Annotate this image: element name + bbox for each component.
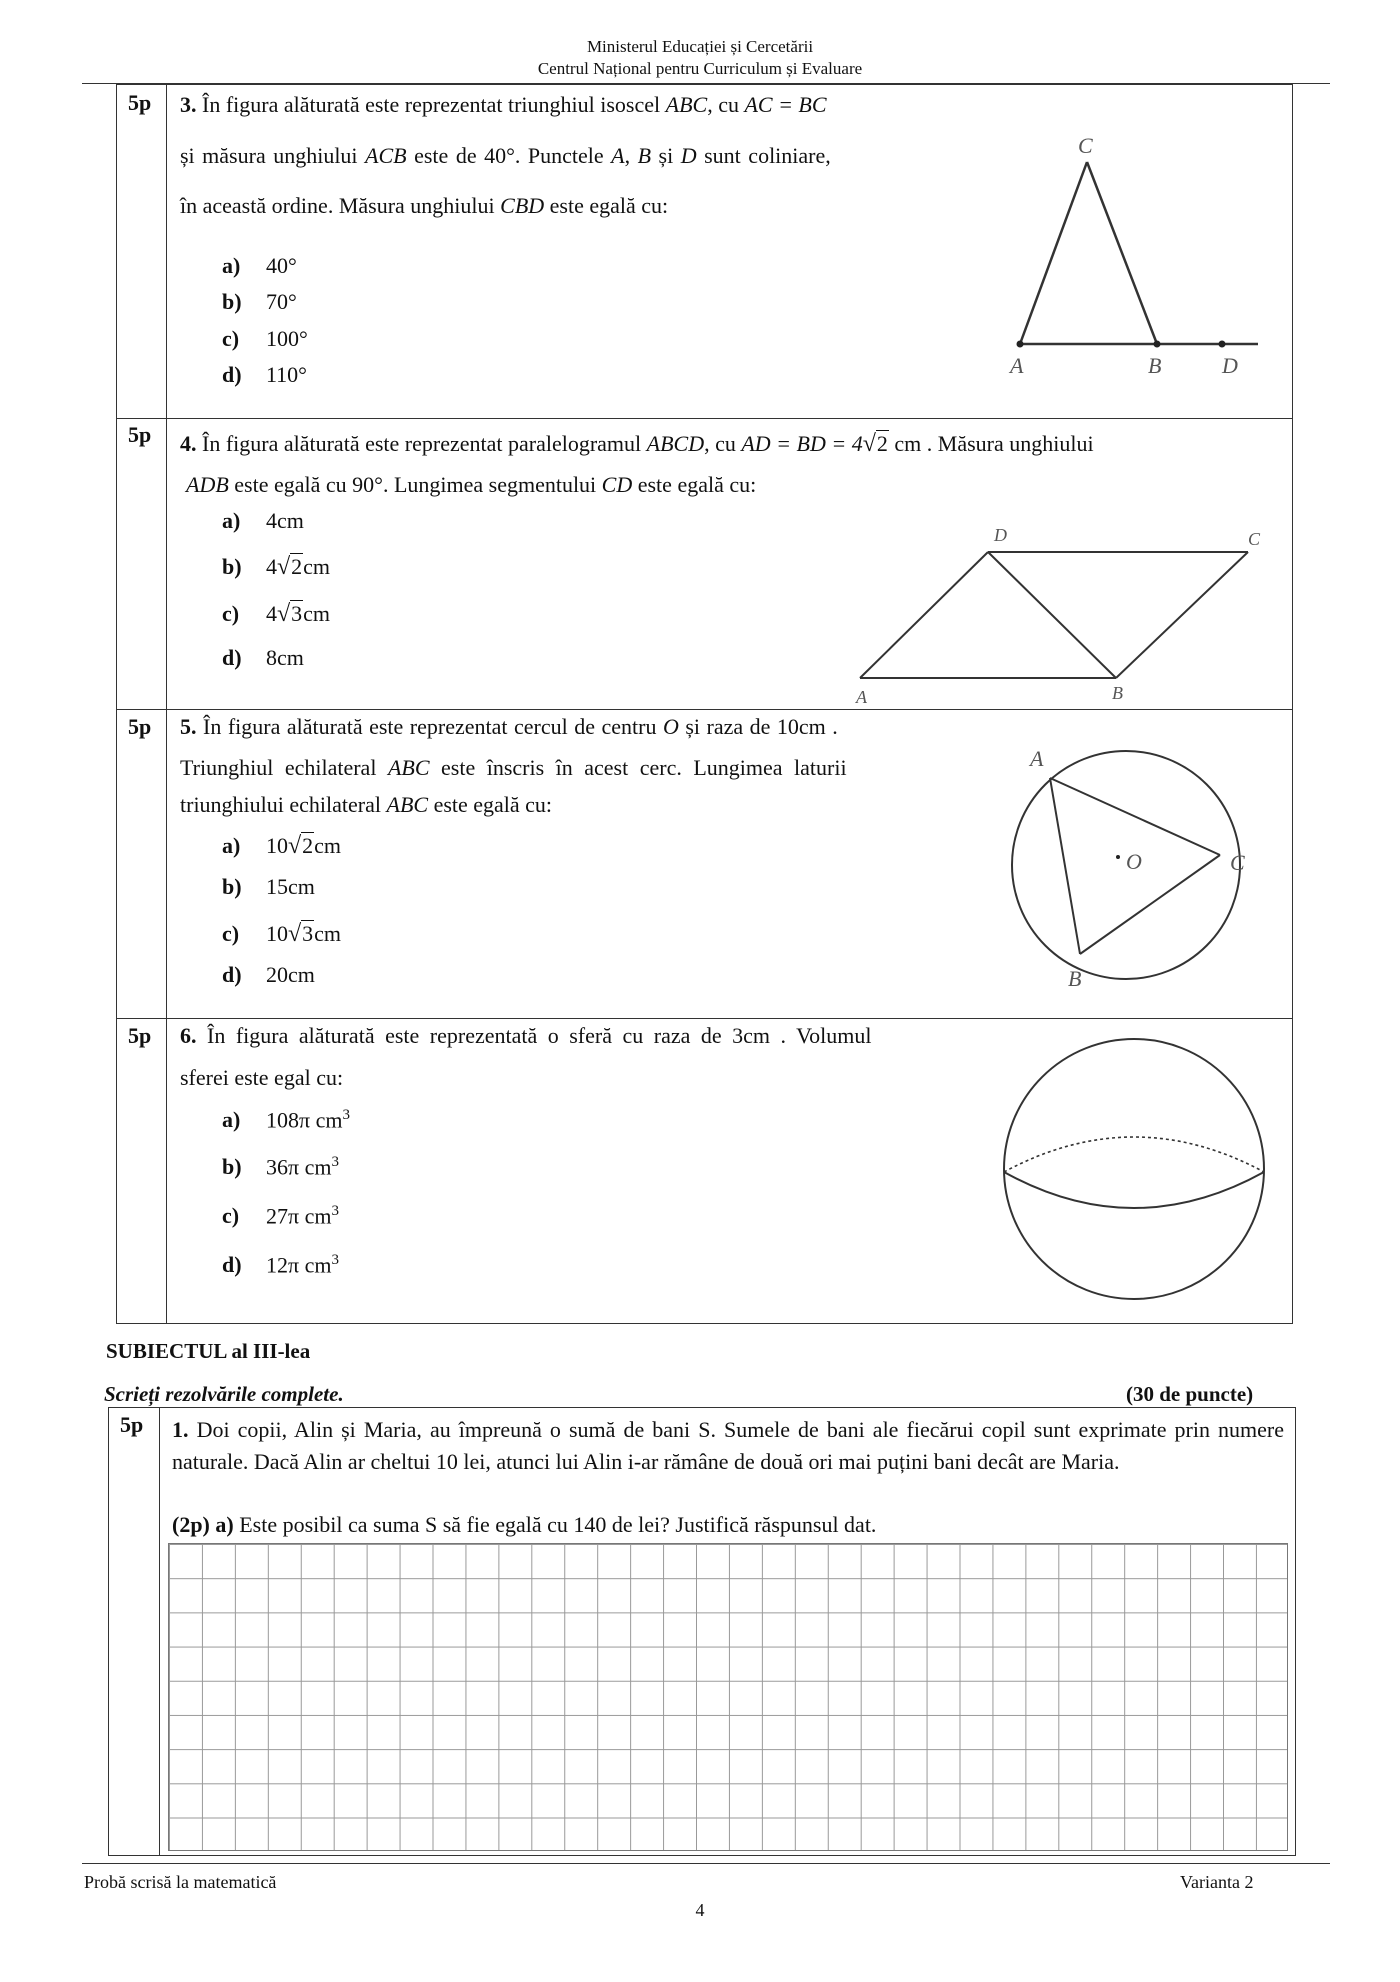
math: AC = BC: [744, 92, 827, 117]
vertex-label-A: A: [1030, 746, 1044, 771]
math: ADB: [186, 472, 229, 497]
item-3-text-line2: și măsura unghiului ACB este de 40°. Punctele A, B și D sunt coliniare,: [180, 143, 831, 168]
item-points: 5p: [128, 422, 152, 447]
math: ABC: [665, 92, 708, 117]
item-4-text-line1: 4. În figura alăturată este reprezentat paralelogramul ABCD, cu AD = BD = 4√2 cm . Măsura unghiului: [180, 431, 1094, 457]
inscribed-triangle-figure: [1000, 740, 1270, 1010]
text: , cu: [704, 431, 736, 456]
text: este de 40°. Punctele: [414, 143, 604, 168]
math: ACB: [365, 143, 407, 168]
item-points: 5p: [128, 90, 152, 115]
vertex-label-B: B: [1068, 966, 1082, 991]
option-c: c) 27π $cm^3$: [222, 1203, 339, 1229]
math: ABC: [386, 792, 429, 817]
section-instruction: Scrieți rezolvările complete.: [104, 1382, 344, 1406]
item-number: 4.: [180, 431, 197, 456]
text: , cu: [707, 92, 739, 117]
vertex-label-A: A: [856, 687, 867, 707]
text: cm . Măsura unghiului: [894, 431, 1094, 456]
text: În figura alăturată este reprezentat cercul de centru: [203, 714, 657, 739]
header-center: Centrul Național pentru Curriculum și Evaluare: [537, 59, 863, 78]
points-column-divider: [159, 1407, 160, 1856]
option-c: c) 4√3cm: [222, 601, 331, 627]
math: AD = BD = 4: [741, 431, 863, 456]
text: În figura alăturată este reprezentat paralelogramul: [202, 431, 642, 456]
item-number: 1.: [172, 1417, 189, 1442]
footer-right: Varianta 2: [1180, 1872, 1254, 1892]
radicand: 2: [876, 431, 888, 456]
text: sunt coliniare,: [704, 143, 831, 168]
text: și măsura unghiului: [180, 143, 358, 168]
item-1-text: [172, 1414, 1284, 1478]
subquestion-letter: a): [215, 1512, 234, 1537]
item-5-text-line1: [180, 714, 838, 740]
text: este egală cu:: [637, 472, 757, 497]
answer-grid[interactable]: [168, 1543, 1288, 1851]
item-points: 5p: [128, 714, 152, 739]
item-3-text-line1: [180, 92, 827, 118]
row-divider: [116, 418, 1293, 419]
text: este egală cu:: [433, 792, 553, 817]
page-number: 4: [695, 1900, 705, 1920]
text: este egală cu 90°. Lungimea segmentului: [234, 472, 597, 497]
text: Triunghiul echilateral: [180, 755, 377, 780]
text: este egală cu:: [549, 193, 669, 218]
item-5-text-line2: [180, 755, 847, 781]
text: în această ordine. Măsura unghiului: [180, 193, 495, 218]
text: și: [658, 143, 674, 168]
center-label-O: O: [1126, 849, 1142, 874]
vertex-label-C: C: [1230, 850, 1245, 875]
option-d: d) 20cm: [222, 962, 315, 987]
point-label-D: D: [1222, 353, 1238, 378]
text: Doi copii, Alin și Maria, au împreună o sumă de bani S. Sumele de bani ale fiecărui copil sunt exprimate prin numere naturale. Dacă Alin ar cheltui 10 lei, atunci lui Alin i-ar rămâne de două ori mai puțini bani decât are Maria.: [172, 1417, 1284, 1474]
option-b: b) 4√2cm: [222, 554, 331, 580]
item-number: 5.: [180, 714, 197, 739]
sphere-figure: [1000, 1030, 1280, 1315]
text: În figura alăturată este reprezentat triunghiul isoscel: [202, 92, 661, 117]
item-1-subquestion: [172, 1512, 876, 1538]
subquestion-points: (2p): [172, 1512, 210, 1537]
footer-rule: [82, 1863, 1330, 1864]
points-column-divider: [166, 84, 167, 1324]
header-ministry: Ministerul Educației și Cercetării: [586, 37, 814, 56]
text: În figura alăturată este reprezentată o sferă cu raza de 3cm . Volumul: [207, 1023, 872, 1048]
section-title: SUBIECTUL al III-lea: [106, 1339, 311, 1363]
option-d: d) 8cm: [222, 645, 304, 670]
option-b: b) 70°: [222, 289, 297, 314]
parallelogram-figure: [840, 522, 1280, 712]
vertex-label-B: B: [1112, 683, 1123, 703]
option-c: c) 100°: [222, 326, 308, 351]
math: D: [680, 143, 697, 168]
item-6-text-line2: sferei este egal cu:: [180, 1065, 344, 1090]
option-b: b) 36π $cm^3$: [222, 1154, 339, 1180]
math: CBD: [500, 193, 545, 218]
item-number: 6.: [180, 1023, 197, 1048]
item-6-text-line1: [180, 1023, 872, 1049]
math: O: [662, 714, 679, 739]
math: A: [611, 143, 625, 168]
option-d: d) 12π $cm^3$: [222, 1252, 339, 1278]
option-a: a) 40°: [222, 253, 297, 278]
text: este înscris în acest cerc. Lungimea laturii: [441, 755, 847, 780]
vertex-label-D: D: [994, 525, 1007, 545]
option-a: a) 108π $cm^3$: [222, 1107, 350, 1133]
item-5-text-line3: [180, 792, 552, 818]
vertex-label-C: C: [1078, 133, 1093, 158]
option-b: b) 15cm: [222, 874, 315, 899]
item-4-text-line2: [186, 472, 756, 498]
math: B: [637, 143, 652, 168]
vertex-label-B: B: [1148, 353, 1162, 378]
math: CD: [601, 472, 633, 497]
item-points: 5p: [120, 1412, 144, 1437]
text: triunghiului echilateral: [180, 792, 381, 817]
section-points-total: (30 de puncte): [1126, 1382, 1254, 1406]
math: ABCD: [646, 431, 705, 456]
item-3-text-line3: [180, 193, 668, 219]
vertex-label-C: C: [1248, 529, 1261, 549]
option-a: a) 10√2cm: [222, 833, 342, 859]
isosceles-triangle-figure: [990, 125, 1270, 380]
item-points: 5p: [128, 1023, 152, 1048]
option-a: a) 4cm: [222, 508, 304, 533]
vertex-label-A: A: [1010, 353, 1024, 378]
text: și raza de 10cm .: [685, 714, 838, 739]
option-c: c) 10√3cm: [222, 921, 342, 947]
math: ABC: [387, 755, 430, 780]
item-number: 3.: [180, 92, 197, 117]
text: Este posibil ca suma S să fie egală cu 140 de lei? Justifică răspunsul dat.: [239, 1512, 877, 1537]
footer-left: Probă scrisă la matematică: [84, 1872, 277, 1892]
row-divider: [116, 1018, 1293, 1019]
option-d: d) 110°: [222, 362, 307, 387]
